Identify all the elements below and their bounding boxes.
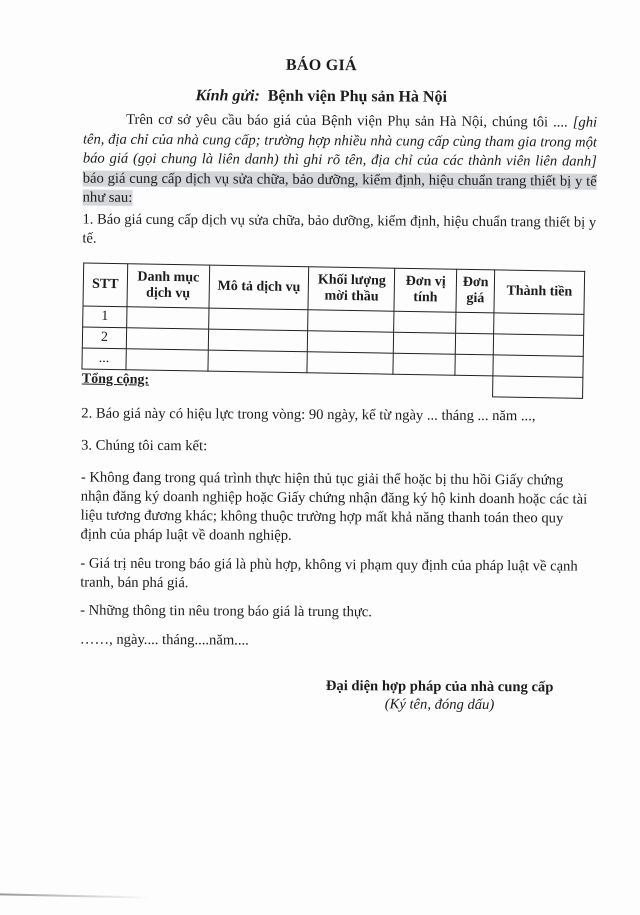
cell [493,355,583,377]
cell [394,332,456,354]
total-value [493,376,583,398]
document-title: BÁO GIÁ [285,56,357,75]
cell [393,353,455,375]
cell [456,312,494,334]
header-quantity: Khối lượng mời thầu [308,267,395,311]
intro-text: Trên cơ sở yêu cầu báo giá của Bệnh viện Phụ sản Hà Nội, chúng tôi .... [126,111,573,131]
section-1: 1. Báo giá cung cấp dịch vụ sửa chữa, bảo dưỡng, kiểm định, hiệu chuẩn trang thiết bị y tế. [82,211,597,247]
commitment-3: - Những thông tin nêu trong báo giá là trung thực. [80,602,372,621]
recipient-name: Bệnh viện Phụ sản Hà Nội [267,87,448,106]
cell [493,334,583,356]
section-2: 2. Báo giá này có hiệu lực trong vòng: 90 ngày, kể từ ngày ... tháng ... năm ..., [81,405,536,425]
intro-italic-note: [ghi tên, địa chỉ của nhà cung cấp; trường hợp nhiều nhà cung cấp cùng tham gia trong một báo giá (gọi chung là liên danh) thì ghi rõ tên, địa chỉ của các thành viên liên danh] [82,114,598,170]
cell [126,349,208,371]
header-unit-price: Đơn giá [456,269,495,313]
intro-paragraph [83,111,598,212]
cell [455,354,493,376]
header-service-description: Mô tả dịch vụ [209,265,309,310]
cell [308,310,394,332]
cell [208,329,308,352]
signature-note: (Ký tên, đóng dấu) [384,696,495,714]
cell [208,308,308,331]
recipient-line [1,86,640,108]
cell [208,350,308,373]
cell [394,311,456,333]
intro-highlighted-text: báo giá cung cấp dịch vụ sửa chữa, bảo dưỡng, kiểm định, hiệu chuẩn trang thiết bị y tế như sau: [83,154,597,206]
commitment-2: - Giá trị nêu trong báo giá là phù hợp, không vi phạm quy định của pháp luật về cạnh tranh, bán phá giá. [80,555,578,592]
header-amount: Thành tiền [494,270,585,314]
cell [127,307,209,329]
cell [308,331,394,353]
cell-stt: ... [82,348,126,370]
signature-title: Đại diện hợp pháp của nhà cung cấp [325,678,554,696]
cell [494,313,584,335]
header-stt: STT [83,263,128,307]
section-3: 3. Chúng tôi cam kết: [81,437,208,455]
header-unit: Đơn vị tính [394,268,457,312]
total-label: Tổng cộng: [82,369,493,397]
quote-table [81,263,585,399]
cell [126,328,208,350]
cell-stt: 1 [83,306,127,328]
commitment-1: - Không đang trong quá trình thực hiện thủ tục giải thể hoặc bị thu hồi Giấy chứng nhận đăng ký doanh nghiệp hoặc Giấy chứng nhận đăng ký hộ kinh doanh hoặc các tài liệu tương đương khác; không thuộc trường hợp mất khả năng thanh toán theo quy định của pháp luật về doanh nghiệp. [80,469,588,544]
header-service-category: Danh mục dịch vụ [127,264,210,308]
cell-stt: 2 [82,327,126,349]
cell [307,352,393,374]
recipient-label: Kính gửi: [195,87,260,105]
cell [455,333,493,355]
date-line: ……, ngày.... tháng....năm.... [79,631,249,649]
signature-block [309,678,569,715]
